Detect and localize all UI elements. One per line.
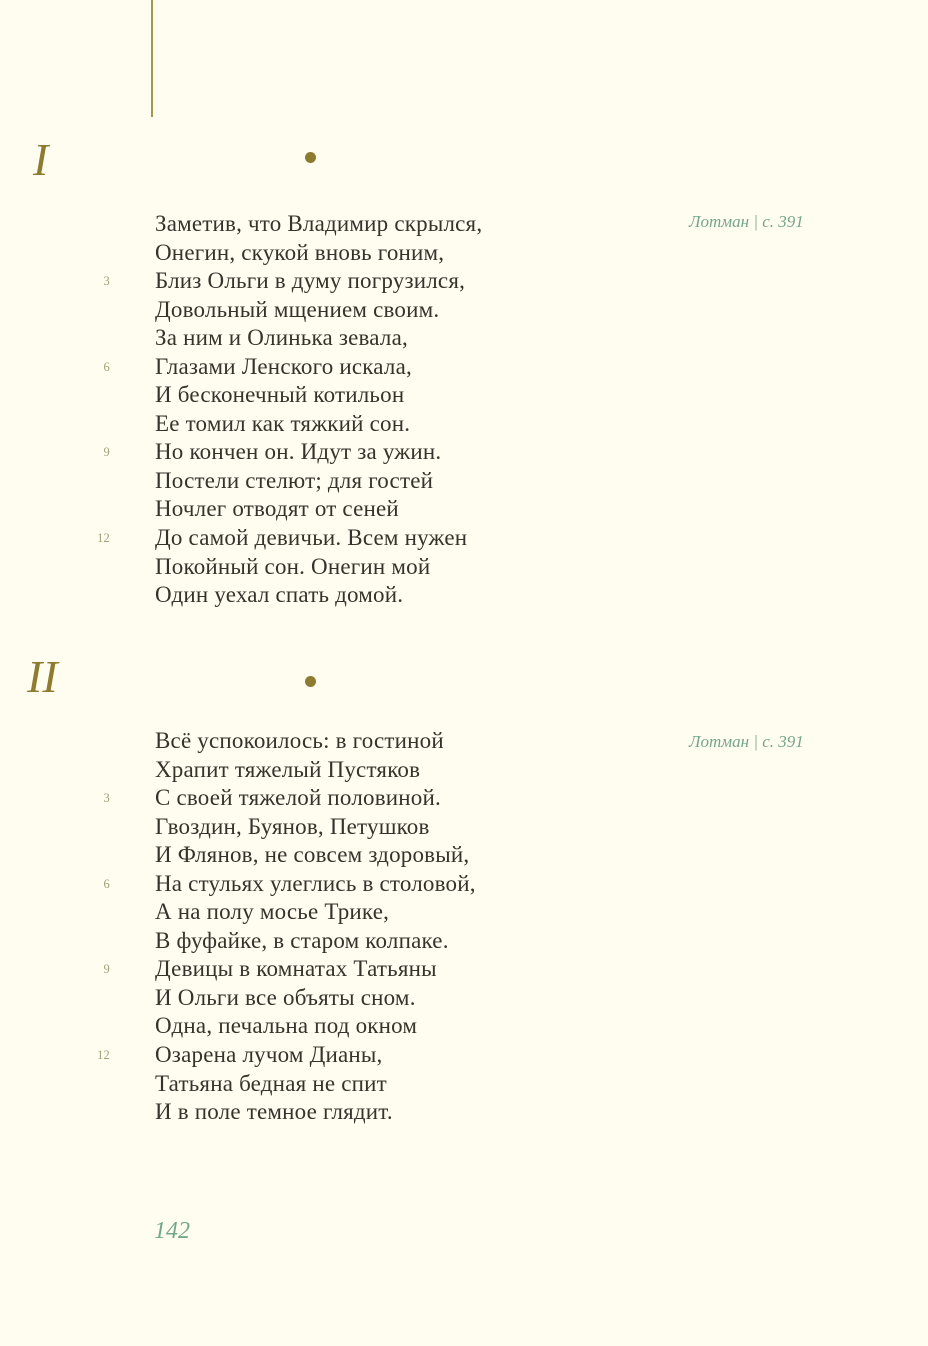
poem-line-text: И бесконечный котильон <box>155 382 405 408</box>
line-number: 12 <box>97 1048 110 1063</box>
line-number: 3 <box>103 274 110 289</box>
poem-line <box>0 1098 700 1127</box>
poem-line <box>0 553 700 582</box>
poem-line <box>0 267 700 296</box>
poem-line-text: И Флянов, не совсем здоровый, <box>155 842 470 868</box>
poem-line <box>0 1012 700 1041</box>
margin-reference-link-2[interactable]: Лотман | с. 391 <box>689 732 804 751</box>
poem-line-text: В фуфайке, в старом колпаке. <box>155 927 449 953</box>
stanza-2-lines <box>0 727 700 1127</box>
poem-line-text: Близ Ольги в думу погрузился, <box>155 268 466 294</box>
poem-line <box>0 898 700 927</box>
poem-line-text: И в поле темное глядит. <box>155 1099 393 1125</box>
poem-line <box>0 984 700 1013</box>
poem-line <box>0 1070 700 1099</box>
poem-line-text: С своей тяжелой половиной. <box>155 785 441 811</box>
poem-line-text: Один уехал спать домой. <box>155 582 404 608</box>
poem-line <box>0 438 700 467</box>
poem-line-text: За ним и Олинька зевала, <box>155 325 408 351</box>
line-number: 9 <box>103 962 110 977</box>
poem-line <box>0 381 700 410</box>
decorative-vertical-rule <box>151 0 153 117</box>
line-number: 12 <box>97 531 110 546</box>
poem-line-text: На стульях улеглись в столовой, <box>155 870 476 896</box>
poem-line-text: Постели стелют; для гостей <box>155 467 434 493</box>
poem-line-text: Но кончен он. Идут за ужин. <box>155 439 442 465</box>
poem-line <box>0 239 700 268</box>
poem-line <box>0 1041 700 1070</box>
stanza-bullet-icon <box>305 152 316 163</box>
poem-line <box>0 756 700 785</box>
line-number: 6 <box>103 359 110 374</box>
poem-line-text: Храпит тяжелый Пустяков <box>155 756 421 782</box>
poem-line-text: Заметив, что Владимир скрылся, <box>155 211 483 236</box>
poem-line <box>0 467 700 496</box>
poem-line <box>0 324 700 353</box>
poem-line <box>0 296 700 325</box>
poem-line-text: Ее томил как тяжкий сон. <box>155 410 411 436</box>
poem-line-text: Гвоздин, Буянов, Петушков <box>155 813 430 839</box>
page-number: 142 <box>154 1218 190 1244</box>
poem-line-text: А на полу мосье Трике, <box>155 899 390 925</box>
poem-line <box>0 841 700 870</box>
stanza-numeral-1: I <box>33 134 49 185</box>
poem-line <box>0 955 700 984</box>
poem-line <box>0 410 700 439</box>
poem-line <box>0 495 700 524</box>
poem-line-text: И Ольги все объяты сном. <box>155 984 416 1010</box>
poem-line-text: Глазами Ленского искала, <box>155 353 412 379</box>
poem-line <box>0 784 700 813</box>
poem-line <box>0 210 700 239</box>
poem-line-text: Всё успокоилось: в гостиной <box>155 728 444 753</box>
poem-line-text: Девицы в комнатах Татьяны <box>155 956 437 982</box>
poem-line <box>0 353 700 382</box>
poem-line <box>0 727 700 756</box>
poem-line-text: Покойный сон. Онегин мой <box>155 553 431 579</box>
poem-line <box>0 813 700 842</box>
stanza-bullet-icon <box>305 676 316 687</box>
line-number: 3 <box>103 791 110 806</box>
stanza-numeral-2: II <box>27 651 58 702</box>
poem-line-text: Довольный мщением своим. <box>155 296 440 322</box>
poem-line <box>0 927 700 956</box>
poem-line <box>0 870 700 899</box>
poem-line-text: Ночлег отводят от сеней <box>155 496 399 522</box>
margin-reference-link-1[interactable]: Лотман | с. 391 <box>689 212 804 231</box>
poem-line-text: Одна, печальна под окном <box>155 1013 418 1039</box>
poem-line-text: Озарена лучом Дианы, <box>155 1042 383 1068</box>
line-number: 6 <box>103 876 110 891</box>
poem-line <box>0 524 700 553</box>
poem-line-text: Татьяна бедная не спит <box>155 1070 387 1096</box>
poem-line <box>0 581 700 610</box>
poem-line-text: До самой девичьи. Всем нужен <box>155 525 468 551</box>
stanza-1-lines <box>0 210 700 610</box>
poem-line-text: Онегин, скукой вновь гоним, <box>155 239 445 265</box>
line-number: 9 <box>103 445 110 460</box>
